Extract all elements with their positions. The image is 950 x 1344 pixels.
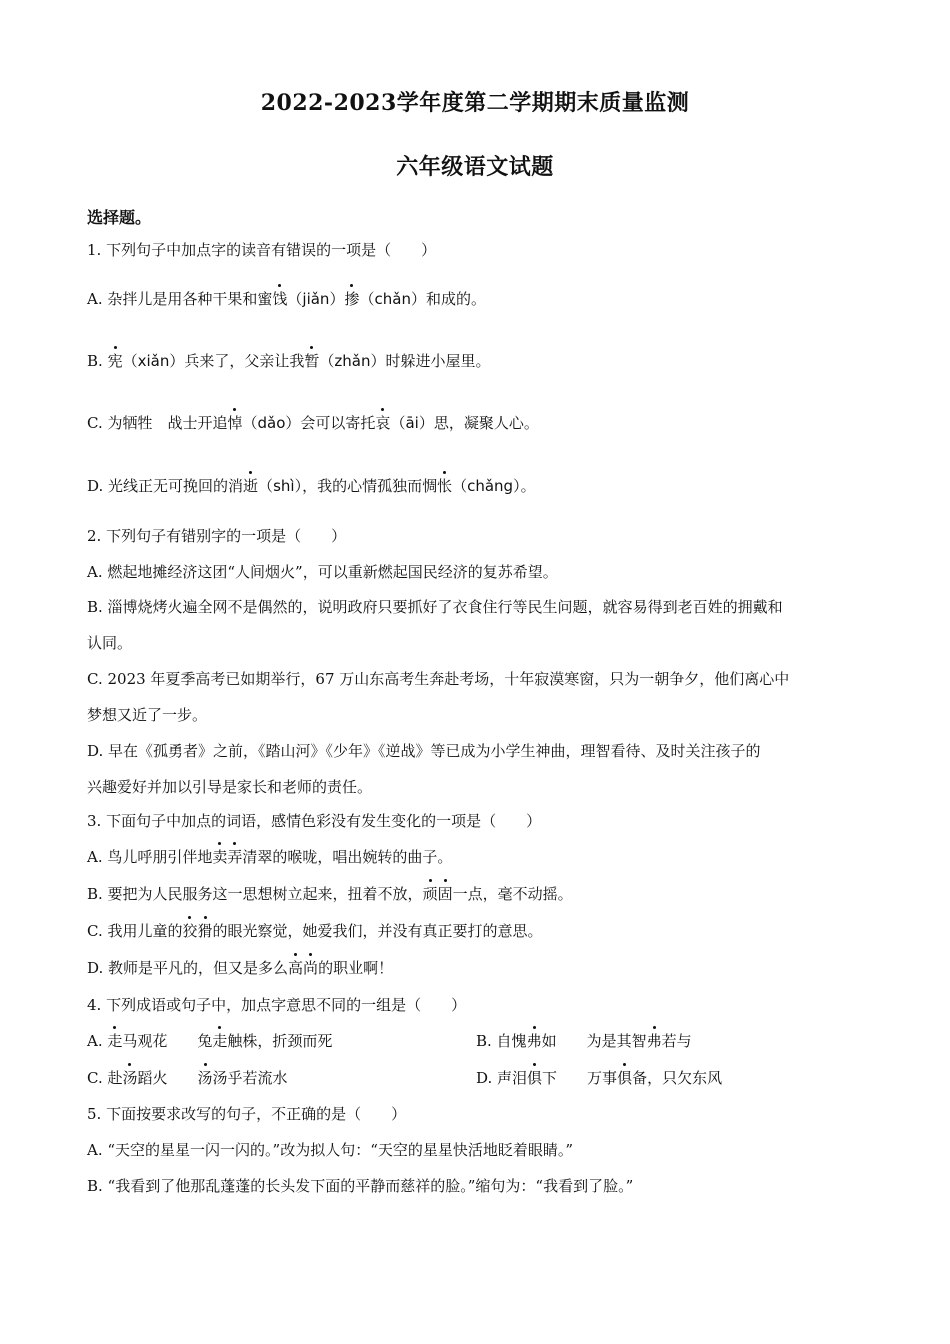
q3-option-b: B. 要把为人民服务这一思想树立起来，扭着不放，顽固一点，毫不动摇。 [87, 885, 573, 903]
q4-option-b: B. 自愧弗如 为是其智弗若与 [476, 1032, 692, 1050]
q1-option-d: D. 光线正无可挽回的消逝（shì），我的心情孤独而惆怅（chǎng）。 [87, 477, 536, 495]
q2-option-c-cont: 梦想又近了一步。 [87, 706, 208, 724]
exam-subtitle: 六年级语文试题 [396, 154, 554, 180]
q2-option-c: C. 2023 年夏季高考已如期举行，67 万山东高考生奔赴考场，十年寂漠寒窗，只为一朝争夕，他们离心中 [87, 670, 790, 688]
q3-stem: 3. 下面句子中加点的词语，感情色彩没有发生变化的一项是（ ） [87, 812, 542, 830]
q1-stem: 1. 下列句子中加点字的读音有错误的一项是（ ） [87, 241, 437, 259]
q5-option-b: B. “我看到了他那乱蓬蓬的长头发下面的平静而慈祥的脸。”缩句为：“我看到了脸。” [87, 1177, 634, 1195]
q5-stem: 5. 下面按要求改写的句子，不正确的是（ ） [87, 1105, 407, 1123]
q4-stem: 4. 下列成语或句子中，加点字意思不同的一组是（ ） [87, 996, 467, 1014]
q2-option-d-cont: 兴趣爱好并加以引导是家长和老师的责任。 [87, 778, 373, 796]
q3-option-c: C. 我用儿童的狡猾的眼光察觉，她爱我们，并没有真正要打的意思。 [87, 922, 543, 940]
q4-option-c: C. 赴汤蹈火 汤汤乎若流水 [87, 1069, 288, 1087]
q2-option-b: B. 淄博烧烤火遍全网不是偶然的，说明政府只要抓好了衣食住行等民生问题，就容易得到老百姓的拥戴和 [87, 598, 783, 616]
q4-option-a: A. 走马观花 兔走触株，折颈而死 [87, 1032, 333, 1050]
q4-option-d: D. 声泪俱下 万事俱备，只欠东风 [476, 1069, 723, 1087]
q1-option-a: A. 杂拌儿是用各种干果和蜜饯（jiǎn）掺（chǎn）和成的。 [87, 290, 486, 308]
section-heading: 选择题。 [87, 208, 152, 227]
q2-option-b-cont: 认同。 [87, 634, 133, 652]
q3-option-a: A. 鸟儿呼朋引伴地卖弄清翠的喉咙，唱出婉转的曲子。 [87, 848, 453, 866]
q5-option-a: A. “天空的星星一闪一闪的。”改为拟人句：“天空的星星快活地眨着眼睛。” [87, 1141, 574, 1159]
q2-option-a: A. 燃起地摊经济这团“人间烟火”，可以重新燃起国民经济的复苏希望。 [87, 563, 558, 581]
q2-stem: 2. 下列句子有错别字的一项是（ ） [87, 527, 347, 545]
q1-option-c: C. 为牺牲 战士开追悼（dǎo）会可以寄托哀（āi）思，凝聚人心。 [87, 414, 539, 432]
q3-option-d: D. 教师是平凡的，但又是多么高尚的职业啊！ [87, 959, 394, 977]
q2-option-d: D. 早在《孤勇者》之前，《踏山河》《少年》《逆战》等已成为小学生神曲，理智看待、及时关注孩子的 [87, 742, 761, 760]
q1-option-b: B. 宪（xiǎn）兵来了，父亲让我暂（zhǎn）时躲进小屋里。 [87, 352, 491, 370]
exam-title: 2022-2023学年度第二学期期末质量监测 [260, 90, 690, 116]
